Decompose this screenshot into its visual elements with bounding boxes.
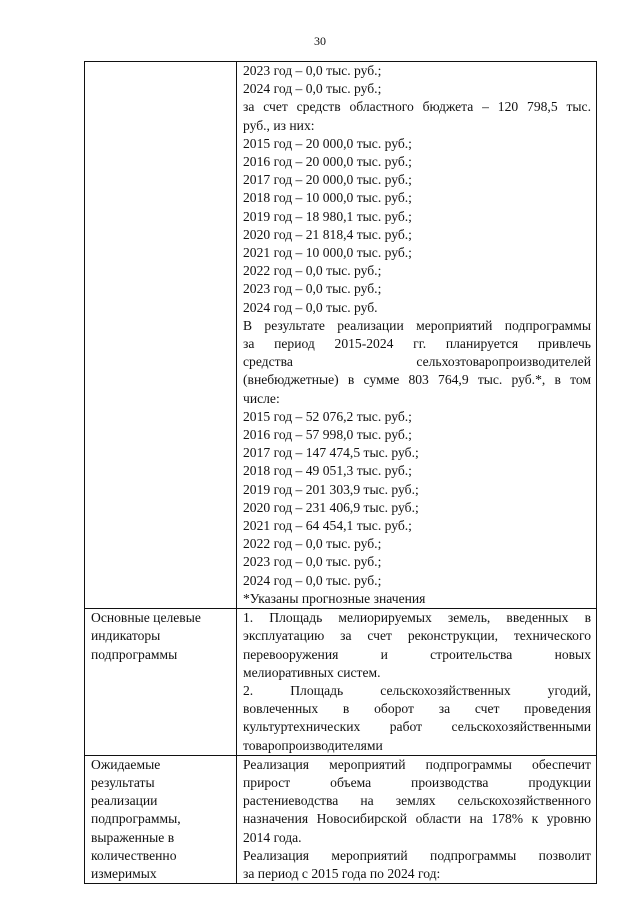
text-line: растениеводства на землях сельскохозяйственного: [243, 793, 591, 809]
text-line: 2022 год – 0,0 тыс. руб.;: [243, 536, 382, 552]
row-label-line: Основные целевые: [91, 610, 201, 626]
text-line: 1. Площадь мелиорируемых земель, введенных в: [243, 610, 591, 626]
indicators-text-cell: [237, 609, 597, 756]
row-label-line: подпрограммы: [91, 646, 178, 662]
row-label-line: измеримых: [91, 865, 157, 881]
text-line: за период 2015-2024 гг. планируется привлечь: [243, 336, 591, 352]
text-line: 2023 год – 0,0 тыс. руб.;: [243, 63, 382, 78]
row-label-line: выраженные в: [91, 829, 175, 845]
row-label-line: подпрограммы,: [91, 811, 181, 827]
results-text-cell: [237, 755, 597, 883]
text-line: 2022 год – 0,0 тыс. руб.;: [243, 263, 382, 279]
text-line: мелиоративных систем.: [243, 664, 381, 680]
table-row-target-indicators: [85, 609, 597, 756]
text-line: 2015 год – 52 076,2 тыс. руб.;: [243, 408, 412, 424]
text-line: вовлеченных в оборот за счет проведения: [243, 701, 591, 717]
text-line: 2. Площадь сельскохозяйственных угодий,: [243, 682, 591, 698]
text-line: культуртехнических работ сельскохозяйственными: [243, 719, 591, 735]
text-line: В результате реализации мероприятий подпрограммы: [243, 317, 591, 333]
page-number: 30: [314, 34, 326, 48]
text-line: Реализация мероприятий подпрограммы позволит: [243, 847, 591, 863]
text-line: 2020 год – 231 406,9 тыс. руб.;: [243, 499, 419, 515]
row-label-line: индикаторы: [91, 628, 161, 644]
text-line: 2023 год – 0,0 тыс. руб.;: [243, 281, 382, 297]
text-line: 2015 год – 20 000,0 тыс. руб.;: [243, 135, 412, 151]
text-line: 2018 год – 10 000,0 тыс. руб.;: [243, 190, 412, 206]
text-line: 2017 год – 147 474,5 тыс. руб.;: [243, 445, 419, 461]
text-line: Реализация мероприятий подпрограммы обеспечит: [243, 756, 591, 772]
row-label-cell: [85, 62, 237, 609]
row-label-cell: [85, 755, 237, 883]
table-row-funding: [85, 62, 597, 609]
text-line: 2024 год – 0,0 тыс. руб.;: [243, 572, 382, 588]
text-line: руб., из них:: [243, 117, 315, 133]
table-row-expected-results: [85, 755, 597, 883]
text-line: 2017 год – 20 000,0 тыс. руб.;: [243, 172, 412, 188]
text-line: перевооружения и строительства новых: [243, 646, 591, 662]
row-label-line: Ожидаемые: [91, 756, 161, 772]
text-line: средства сельхозтоваропроизводителей: [243, 354, 591, 370]
text-line: 2016 год – 20 000,0 тыс. руб.;: [243, 154, 412, 170]
text-line: 2023 год – 0,0 тыс. руб.;: [243, 554, 382, 570]
text-line: числе:: [243, 390, 280, 406]
text-line: 2016 год – 57 998,0 тыс. руб.;: [243, 427, 412, 443]
text-line: 2014 года.: [243, 829, 302, 845]
text-line: 2020 год – 21 818,4 тыс. руб.;: [243, 226, 412, 242]
row-label-line: реализации: [91, 793, 158, 809]
text-line: 2024 год – 0,0 тыс. руб.: [243, 299, 378, 315]
subprogram-passport-table: [84, 61, 597, 884]
text-line: за период с 2015 года по 2024 год:: [243, 865, 441, 881]
text-line: эксплуатацию за счет реконструкции, технического: [243, 628, 591, 644]
text-line: 2019 год – 201 303,9 тыс. руб.;: [243, 481, 419, 497]
funding-text-cell: [237, 62, 597, 609]
row-label-line: результаты: [91, 774, 155, 790]
text-line: за счет средств областного бюджета – 120 798,5 тыс.: [243, 99, 591, 115]
text-line: 2019 год – 18 980,1 тыс. руб.;: [243, 208, 412, 224]
text-line: *Указаны прогнозные значения: [243, 590, 426, 606]
text-line: товаропроизводителями: [243, 737, 383, 753]
row-label-cell: [85, 609, 237, 756]
text-line: (внебюджетные) в сумме 803 764,9 тыс. руб.*, в том: [243, 372, 591, 388]
text-line: 2021 год – 64 454,1 тыс. руб.;: [243, 518, 412, 534]
text-line: 2018 год – 49 051,3 тыс. руб.;: [243, 463, 412, 479]
text-line: 2021 год – 10 000,0 тыс. руб.;: [243, 245, 412, 261]
text-line: назначения Новосибирской области на 178% к уровню: [243, 811, 591, 827]
text-line: прирост объема производства продукции: [243, 774, 591, 790]
text-line: 2024 год – 0,0 тыс. руб.;: [243, 81, 382, 97]
row-label-line: количественно: [91, 847, 177, 863]
